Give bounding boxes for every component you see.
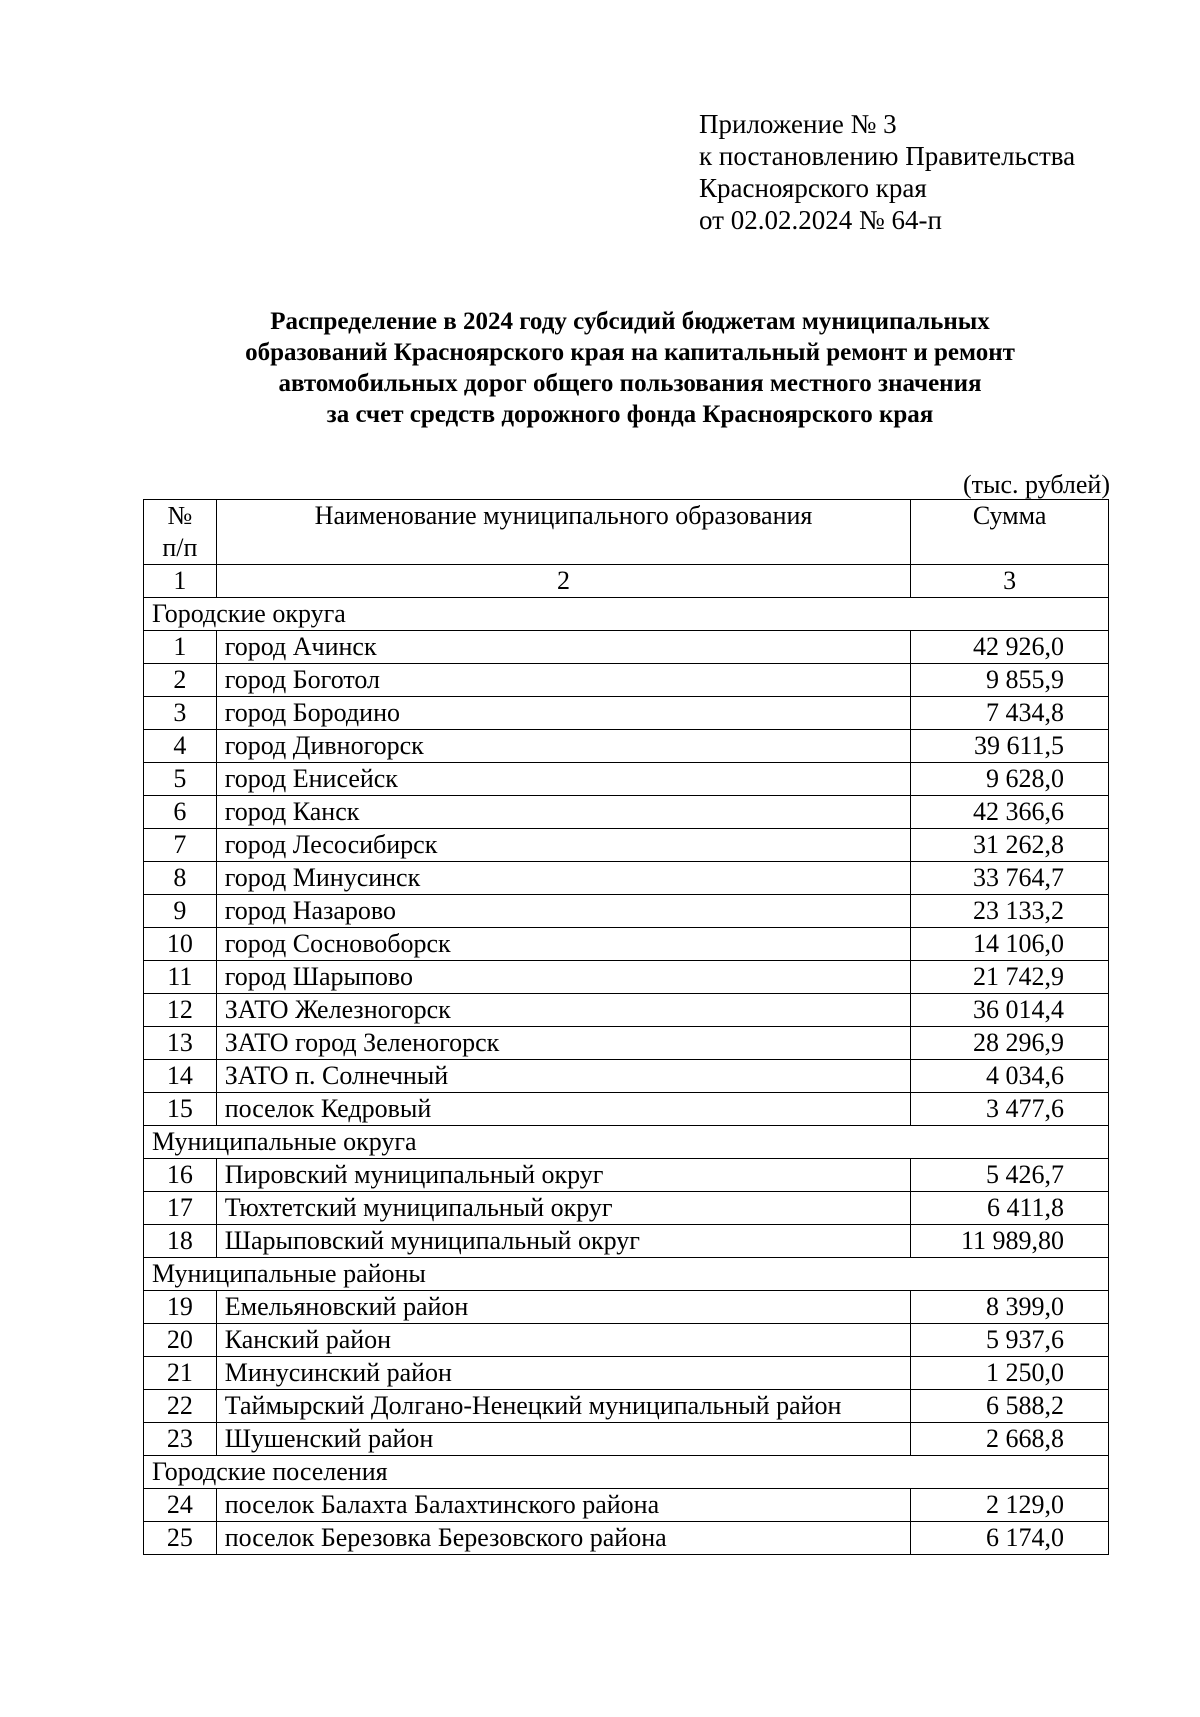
units-label: (тыс. рублей) xyxy=(962,470,1110,499)
row-number: 16 xyxy=(144,1159,217,1192)
municipality-name: Емельяновский район xyxy=(216,1291,911,1324)
table-row xyxy=(144,1225,1109,1258)
appendix-block xyxy=(699,108,1075,236)
section-title: Городские поселения xyxy=(144,1456,1109,1489)
header-sum: Сумма xyxy=(911,500,1109,565)
municipality-name: Шушенский район xyxy=(216,1423,911,1456)
header-number-line-1: № xyxy=(167,501,193,530)
municipality-name: Канский район xyxy=(216,1324,911,1357)
subsidy-amount: 4 034,6 xyxy=(911,1060,1109,1093)
table-row xyxy=(144,928,1109,961)
subsidy-amount: 6 588,2 xyxy=(911,1390,1109,1423)
table-row xyxy=(144,961,1109,994)
municipality-name: город Ачинск xyxy=(216,631,911,664)
section-title: Муниципальные районы xyxy=(144,1258,1109,1291)
municipality-name: город Назарово xyxy=(216,895,911,928)
document-title xyxy=(140,306,1120,430)
table-row xyxy=(144,1522,1109,1555)
subsidy-amount: 42 366,6 xyxy=(911,796,1109,829)
municipality-name: поселок Березовка Березовского района xyxy=(216,1522,911,1555)
table-row xyxy=(144,1390,1109,1423)
row-number: 3 xyxy=(144,697,217,730)
municipality-name: Таймырский Долгано-Ненецкий муниципальный район xyxy=(216,1390,911,1423)
table-row xyxy=(144,994,1109,1027)
row-number: 25 xyxy=(144,1522,217,1555)
row-number: 5 xyxy=(144,763,217,796)
subsidy-amount: 9 855,9 xyxy=(911,664,1109,697)
row-number: 9 xyxy=(144,895,217,928)
municipality-name: город Канск xyxy=(216,796,911,829)
municipality-name: город Сосновоборск xyxy=(216,928,911,961)
municipality-name: ЗАТО Железногорск xyxy=(216,994,911,1027)
subsidy-amount: 14 106,0 xyxy=(911,928,1109,961)
row-number: 12 xyxy=(144,994,217,1027)
subsidy-amount: 28 296,9 xyxy=(911,1027,1109,1060)
row-number: 19 xyxy=(144,1291,217,1324)
table-row xyxy=(144,631,1109,664)
row-number: 1 xyxy=(144,631,217,664)
municipality-name: ЗАТО п. Солнечный xyxy=(216,1060,911,1093)
municipality-name: поселок Балахта Балахтинского района xyxy=(216,1489,911,1522)
municipality-name: город Дивногорск xyxy=(216,730,911,763)
row-number: 10 xyxy=(144,928,217,961)
subsidy-amount: 31 262,8 xyxy=(911,829,1109,862)
row-number: 22 xyxy=(144,1390,217,1423)
municipality-name: Тюхтетский муниципальный округ xyxy=(216,1192,911,1225)
row-number: 6 xyxy=(144,796,217,829)
subsidy-amount: 21 742,9 xyxy=(911,961,1109,994)
section-row xyxy=(144,1126,1109,1159)
table-row xyxy=(144,862,1109,895)
subsidy-amount: 2 668,8 xyxy=(911,1423,1109,1456)
section-title: Муниципальные округа xyxy=(144,1126,1109,1159)
municipality-name: Шарыповский муниципальный округ xyxy=(216,1225,911,1258)
subsidy-amount: 6 411,8 xyxy=(911,1192,1109,1225)
column-number-3: 3 xyxy=(911,565,1109,598)
subsidy-amount: 36 014,4 xyxy=(911,994,1109,1027)
municipality-name: город Лесосибирск xyxy=(216,829,911,862)
subsidy-amount: 9 628,0 xyxy=(911,763,1109,796)
table-row xyxy=(144,829,1109,862)
row-number: 15 xyxy=(144,1093,217,1126)
municipality-name: город Минусинск xyxy=(216,862,911,895)
table-row xyxy=(144,796,1109,829)
municipality-name: Пировский муниципальный округ xyxy=(216,1159,911,1192)
municipality-name: город Бородино xyxy=(216,697,911,730)
subsidy-amount: 2 129,0 xyxy=(911,1489,1109,1522)
table-row xyxy=(144,1357,1109,1390)
row-number: 2 xyxy=(144,664,217,697)
column-number-2: 2 xyxy=(216,565,911,598)
section-title: Городские округа xyxy=(144,598,1109,631)
header-number xyxy=(144,500,217,565)
row-number: 17 xyxy=(144,1192,217,1225)
subsidy-amount: 7 434,8 xyxy=(911,697,1109,730)
subsidy-amount: 33 764,7 xyxy=(911,862,1109,895)
appendix-line-4: от 02.02.2024 № 64-п xyxy=(699,205,942,235)
subsidy-table xyxy=(143,499,1109,1555)
table-row xyxy=(144,730,1109,763)
appendix-line-3: Красноярского края xyxy=(699,173,927,203)
subsidy-amount: 11 989,80 xyxy=(911,1225,1109,1258)
municipality-name: город Енисейск xyxy=(216,763,911,796)
section-row xyxy=(144,598,1109,631)
subsidy-amount: 8 399,0 xyxy=(911,1291,1109,1324)
table-row xyxy=(144,1423,1109,1456)
row-number: 8 xyxy=(144,862,217,895)
subsidy-amount: 5 937,6 xyxy=(911,1324,1109,1357)
table-row xyxy=(144,1324,1109,1357)
row-number: 18 xyxy=(144,1225,217,1258)
table-row xyxy=(144,1060,1109,1093)
row-number: 14 xyxy=(144,1060,217,1093)
row-number: 24 xyxy=(144,1489,217,1522)
title-line-4: за счет средств дорожного фонда Красноярского края xyxy=(326,401,934,428)
header-name: Наименование муниципального образования xyxy=(216,500,911,565)
row-number: 4 xyxy=(144,730,217,763)
appendix-line-2: к постановлению Правительства xyxy=(699,141,1076,171)
row-number: 20 xyxy=(144,1324,217,1357)
table-row xyxy=(144,1093,1109,1126)
column-number-1: 1 xyxy=(144,565,217,598)
title-line-2: образований Красноярского края на капитальный ремонт и ремонт xyxy=(245,339,1015,366)
title-line-3: автомобильных дорог общего пользования местного значения xyxy=(278,370,982,397)
row-number: 7 xyxy=(144,829,217,862)
table-row xyxy=(144,697,1109,730)
title-line-1: Распределение в 2024 году субсидий бюджетам муниципальных xyxy=(270,308,990,335)
table-row xyxy=(144,1291,1109,1324)
row-number: 13 xyxy=(144,1027,217,1060)
table-row xyxy=(144,664,1109,697)
appendix-line-1: Приложение № 3 xyxy=(699,109,897,139)
header-number-line-2: п/п xyxy=(162,533,198,562)
municipality-name: город Боготол xyxy=(216,664,911,697)
section-row xyxy=(144,1258,1109,1291)
table-row xyxy=(144,1027,1109,1060)
subsidy-amount: 23 133,2 xyxy=(911,895,1109,928)
subsidy-amount: 42 926,0 xyxy=(911,631,1109,664)
row-number: 21 xyxy=(144,1357,217,1390)
table-row xyxy=(144,895,1109,928)
table-row xyxy=(144,1159,1109,1192)
row-number: 11 xyxy=(144,961,217,994)
table-row xyxy=(144,763,1109,796)
column-numbers-row xyxy=(144,565,1109,598)
municipality-name: Минусинский район xyxy=(216,1357,911,1390)
subsidy-amount: 6 174,0 xyxy=(911,1522,1109,1555)
subsidy-amount: 39 611,5 xyxy=(911,730,1109,763)
row-number: 23 xyxy=(144,1423,217,1456)
subsidy-amount: 1 250,0 xyxy=(911,1357,1109,1390)
table-header-row xyxy=(144,500,1109,565)
subsidy-amount: 3 477,6 xyxy=(911,1093,1109,1126)
subsidy-amount: 5 426,7 xyxy=(911,1159,1109,1192)
municipality-name: ЗАТО город Зеленогорск xyxy=(216,1027,911,1060)
table-row xyxy=(144,1489,1109,1522)
table-row xyxy=(144,1192,1109,1225)
municipality-name: город Шарыпово xyxy=(216,961,911,994)
section-row xyxy=(144,1456,1109,1489)
municipality-name: поселок Кедровый xyxy=(216,1093,911,1126)
